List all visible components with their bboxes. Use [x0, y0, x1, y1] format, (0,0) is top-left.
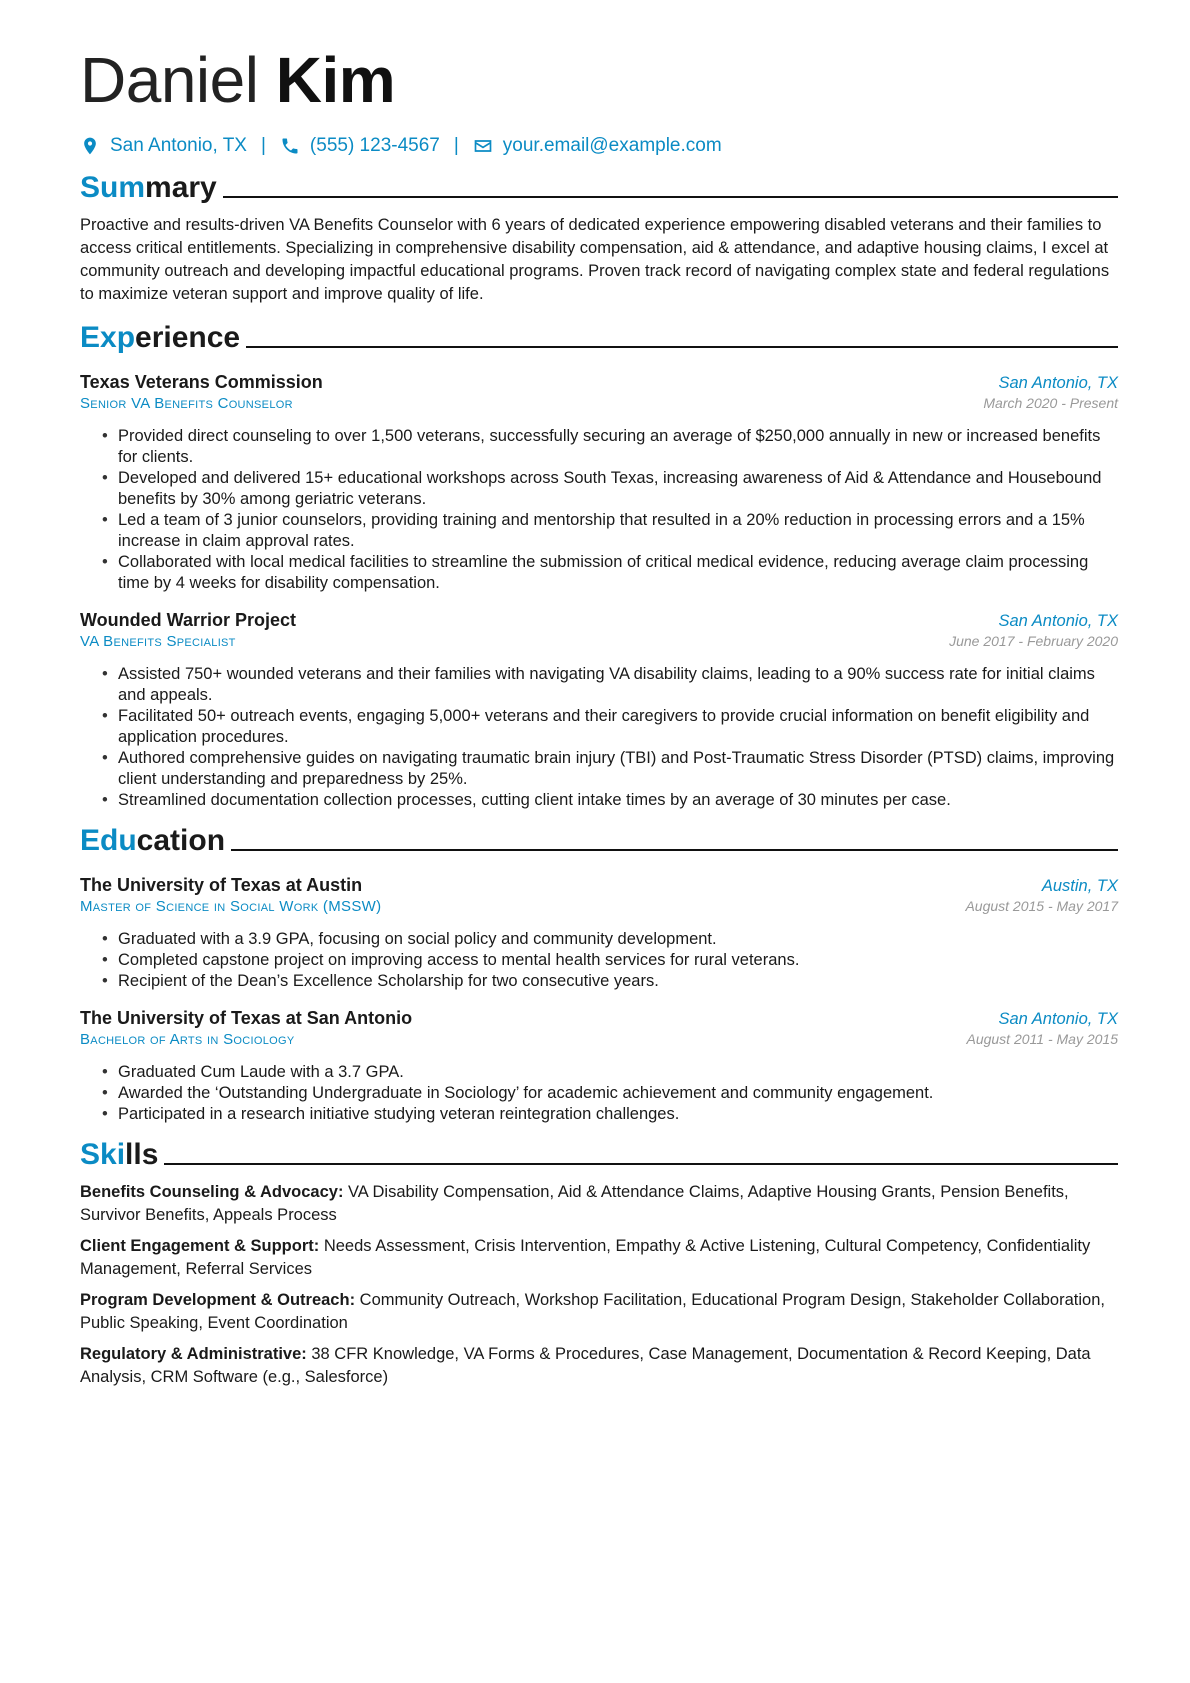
entry-location: San Antonio, TX: [998, 374, 1118, 392]
skill-row: [80, 1289, 1118, 1335]
entry-location: San Antonio, TX: [998, 1010, 1118, 1028]
institution-name: The University of Texas at San Antonio: [80, 1008, 413, 1028]
bullet-item: • Graduated Cum Laude with a 3.7 GPA.: [102, 1062, 1118, 1083]
experience-entry: [80, 608, 1118, 811]
bullet-item: • Streamlined documentation collection processes, cutting client intake times by an average of 30 minutes per case.: [102, 790, 1118, 811]
bullet-item: • Facilitated 50+ outreach events, engaging 5,000+ veterans and their caregivers to provide crucial information on benefit eligibility and application procedures.: [102, 706, 1118, 748]
section-title-education: [80, 821, 1118, 859]
bullet-list: [80, 426, 1118, 594]
bullet-item: • Led a team of 3 junior counselors, providing training and mentorship that resulted in a 20% reduction in processing errors and a 15% increase in claim approval rates.: [102, 510, 1118, 552]
skill-row: [80, 1343, 1118, 1389]
contact-separator: |: [453, 135, 459, 156]
section-title-accent: Sum: [80, 171, 146, 204]
section-title-skills: [80, 1135, 1118, 1173]
skill-values: Community Outreach, Workshop Facilitation, Educational Program Design, Stakeholder Collaboration, Public Speaking, Event Coordination: [80, 1291, 1105, 1332]
skill-category: Client Engagement & Support:: [80, 1237, 320, 1255]
contact-phone[interactable]: [280, 135, 440, 157]
entry-location: San Antonio, TX: [998, 612, 1118, 630]
bullet-item: • Assisted 750+ wounded veterans and their families with navigating VA disability claims, leading to a 90% success rate for initial claims and appeals.: [102, 664, 1118, 706]
skill-category: Benefits Counseling & Advocacy:: [80, 1183, 344, 1201]
skill-category: Regulatory & Administrative:: [80, 1345, 307, 1363]
bullet-item: • Awarded the ‘Outstanding Undergraduate in Sociology’ for academic achievement and community engagement.: [102, 1083, 1118, 1104]
skill-values: Needs Assessment, Crisis Intervention, Empathy & Active Listening, Cultural Competency, Confidentiality Management, Referral Services: [80, 1237, 1091, 1278]
bullet-item: • Recipient of the Dean’s Excellence Scholarship for two consecutive years.: [102, 971, 1118, 992]
skill-category: Program Development & Outreach:: [80, 1291, 356, 1309]
section-rule: [246, 346, 1118, 348]
job-title: VA Benefits Specialist: [80, 633, 236, 650]
skill-values: 38 CFR Knowledge, VA Forms & Procedures, Case Management, Documentation & Record Keeping, Data Analysis, CRM Software (e.g., Salesforce): [80, 1345, 1091, 1386]
job-title: Senior VA Benefits Counselor: [80, 395, 293, 412]
entry-location: Austin, TX: [1041, 877, 1118, 895]
contact-line: [80, 132, 1118, 160]
envelope-icon: [473, 136, 493, 156]
bullet-item: • Completed capstone project on improving access to mental health services for rural veterans.: [102, 950, 1118, 971]
last-name: Kim: [275, 44, 396, 116]
email-text: your.email@example.com: [502, 135, 722, 156]
entry-date: June 2017 - February 2020: [949, 633, 1118, 649]
degree-title: Bachelor of Arts in Sociology: [80, 1031, 295, 1048]
education-entry: [80, 1006, 1118, 1125]
education-entry: [80, 873, 1118, 992]
skill-values: VA Disability Compensation, Aid & Attendance Claims, Adaptive Housing Grants, Pension Benefits, Survivor Benefits, Appeals Process: [80, 1183, 1069, 1224]
bullet-list: [80, 664, 1118, 811]
bullet-item: • Developed and delivered 15+ educational workshops across South Texas, increasing awareness of Aid & Attendance and Housebound benefits by 30% among geriatric veterans.: [102, 468, 1118, 510]
bullet-item: • Authored comprehensive guides on navigating traumatic brain injury (TBI) and Post-Traumatic Stress Disorder (PTSD) claims, improving client understanding and preparedness by 25%.: [102, 748, 1118, 790]
section-title-rest: mary: [145, 171, 217, 204]
bullet-item: • Graduated with a 3.9 GPA, focusing on social policy and community development.: [102, 929, 1118, 950]
phone-text: (555) 123-4567: [309, 135, 440, 156]
organization-name: Texas Veterans Commission: [80, 372, 323, 392]
section-title-experience: [80, 318, 1118, 356]
bullet-item: • Participated in a research initiative studying veteran reintegration challenges.: [102, 1104, 1118, 1125]
entry-date: August 2015 - May 2017: [965, 898, 1118, 914]
candidate-name: [80, 40, 1118, 120]
contact-separator: |: [260, 135, 266, 156]
section-title-summary: [80, 168, 1118, 206]
skill-row: [80, 1235, 1118, 1281]
map-pin-icon: [80, 136, 100, 156]
summary-text: Proactive and results-driven VA Benefits Counselor with 6 years of dedicated experience empowering disabled veterans and their families to access critical entitlements. Specializing in comprehensive disability compensation, aid & attendance, and adaptive housing claims, I excel at community outreach and developing impactful educational programs. Proven track record of navigating complex state and federal regulations to maximize veteran support and improve quality of life.: [80, 216, 1110, 303]
entry-date: August 2011 - May 2015: [966, 1031, 1118, 1047]
section-title-rest: cation: [136, 824, 226, 857]
institution-name: The University of Texas at Austin: [80, 875, 363, 895]
organization-name: Wounded Warrior Project: [80, 610, 297, 630]
first-name: Daniel: [80, 44, 259, 116]
experience-entry: [80, 370, 1118, 594]
phone-icon: [280, 136, 300, 156]
section-title-accent: Ski: [80, 1138, 126, 1171]
entry-date: March 2020 - Present: [983, 395, 1118, 411]
section-title-accent: Edu: [80, 824, 137, 857]
degree-title: Master of Science in Social Work (MSSW): [80, 898, 382, 915]
section-rule: [164, 1163, 1118, 1165]
section-title-accent: Exp: [80, 321, 136, 354]
section-title-rest: lls: [125, 1138, 159, 1171]
section-rule: [231, 849, 1118, 851]
bullet-list: [80, 1062, 1118, 1125]
skill-row: [80, 1181, 1118, 1227]
location-text: San Antonio, TX: [110, 135, 247, 156]
bullet-item: • Provided direct counseling to over 1,500 veterans, successfully securing an average of $250,000 annually in new or increased benefits for clients.: [102, 426, 1118, 468]
section-title-rest: erience: [135, 321, 241, 354]
section-rule: [223, 196, 1118, 198]
bullet-list: [80, 929, 1118, 992]
contact-location: [80, 135, 247, 157]
contact-email[interactable]: [473, 135, 722, 157]
bullet-item: • Collaborated with local medical facilities to streamline the submission of critical medical evidence, reducing average claim processing time by 4 weeks for disability compensation.: [102, 552, 1118, 594]
